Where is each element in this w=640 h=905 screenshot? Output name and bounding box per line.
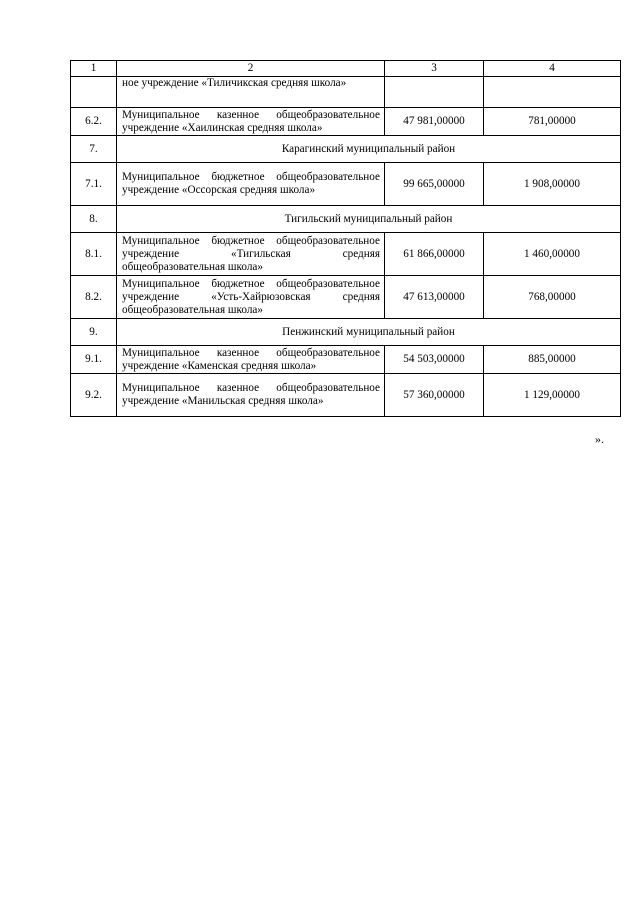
value-cell: 781,00000 — [484, 108, 621, 136]
institution-name: Муниципальное бюджетное общеобразовательное учреждение «Тигильская средняя общеобразовательная школа» — [117, 233, 385, 276]
row-number — [71, 77, 117, 108]
row-number: 7.1. — [71, 163, 117, 206]
header-col-2: 2 — [117, 61, 385, 77]
row-number: 6.2. — [71, 108, 117, 136]
row-number: 8.1. — [71, 233, 117, 276]
institution-name: ное учреждение «Тиличикская средняя школа» — [117, 77, 385, 108]
section-row — [71, 206, 621, 233]
value-cell: 768,00000 — [484, 276, 621, 319]
row-number: 9.1. — [71, 346, 117, 374]
header-col-1: 1 — [71, 61, 117, 77]
table-row — [71, 233, 621, 276]
institution-name: Муниципальное бюджетное общеобразовательное учреждение «Оссорская средняя школа» — [117, 163, 385, 206]
amount-cell: 47 613,00000 — [385, 276, 484, 319]
value-cell: 885,00000 — [484, 346, 621, 374]
section-number: 8. — [71, 206, 117, 233]
institution-name: Муниципальное бюджетное общеобразовательное учреждение «Усть-Хайрюзовская средняя общеобразовательная школа» — [117, 276, 385, 319]
amount-cell: 54 503,00000 — [385, 346, 484, 374]
institution-name: Муниципальное казенное общеобразовательное учреждение «Хаилинская средняя школа» — [117, 108, 385, 136]
table-row — [71, 374, 621, 417]
section-number: 9. — [71, 319, 117, 346]
table-row — [71, 346, 621, 374]
table-row — [71, 276, 621, 319]
amount-cell — [385, 77, 484, 108]
value-cell: 1 129,00000 — [484, 374, 621, 417]
section-title: Карагинский муниципальный район — [117, 136, 621, 163]
section-number: 7. — [71, 136, 117, 163]
schools-funding-table — [70, 60, 621, 417]
institution-name: Муниципальное казенное общеобразовательное учреждение «Каменская средняя школа» — [117, 346, 385, 374]
section-row — [71, 319, 621, 346]
row-number: 8.2. — [71, 276, 117, 319]
header-col-3: 3 — [385, 61, 484, 77]
amount-cell: 57 360,00000 — [385, 374, 484, 417]
section-row — [71, 136, 621, 163]
amount-cell: 47 981,00000 — [385, 108, 484, 136]
value-cell: 1 460,00000 — [484, 233, 621, 276]
table-row — [71, 163, 621, 206]
table-row — [71, 77, 621, 108]
value-cell: 1 908,00000 — [484, 163, 621, 206]
table-row — [71, 108, 621, 136]
section-title: Пенжинский муниципальный район — [117, 319, 621, 346]
amount-cell: 61 866,00000 — [385, 233, 484, 276]
row-number: 9.2. — [71, 374, 117, 417]
amount-cell: 99 665,00000 — [385, 163, 484, 206]
header-col-4: 4 — [484, 61, 621, 77]
table-header-row — [71, 61, 621, 77]
section-title: Тигильский муниципальный район — [117, 206, 621, 233]
value-cell — [484, 77, 621, 108]
institution-name: Муниципальное казенное общеобразовательное учреждение «Манильская средняя школа» — [117, 374, 385, 417]
closing-quote-mark: ». — [595, 432, 604, 446]
